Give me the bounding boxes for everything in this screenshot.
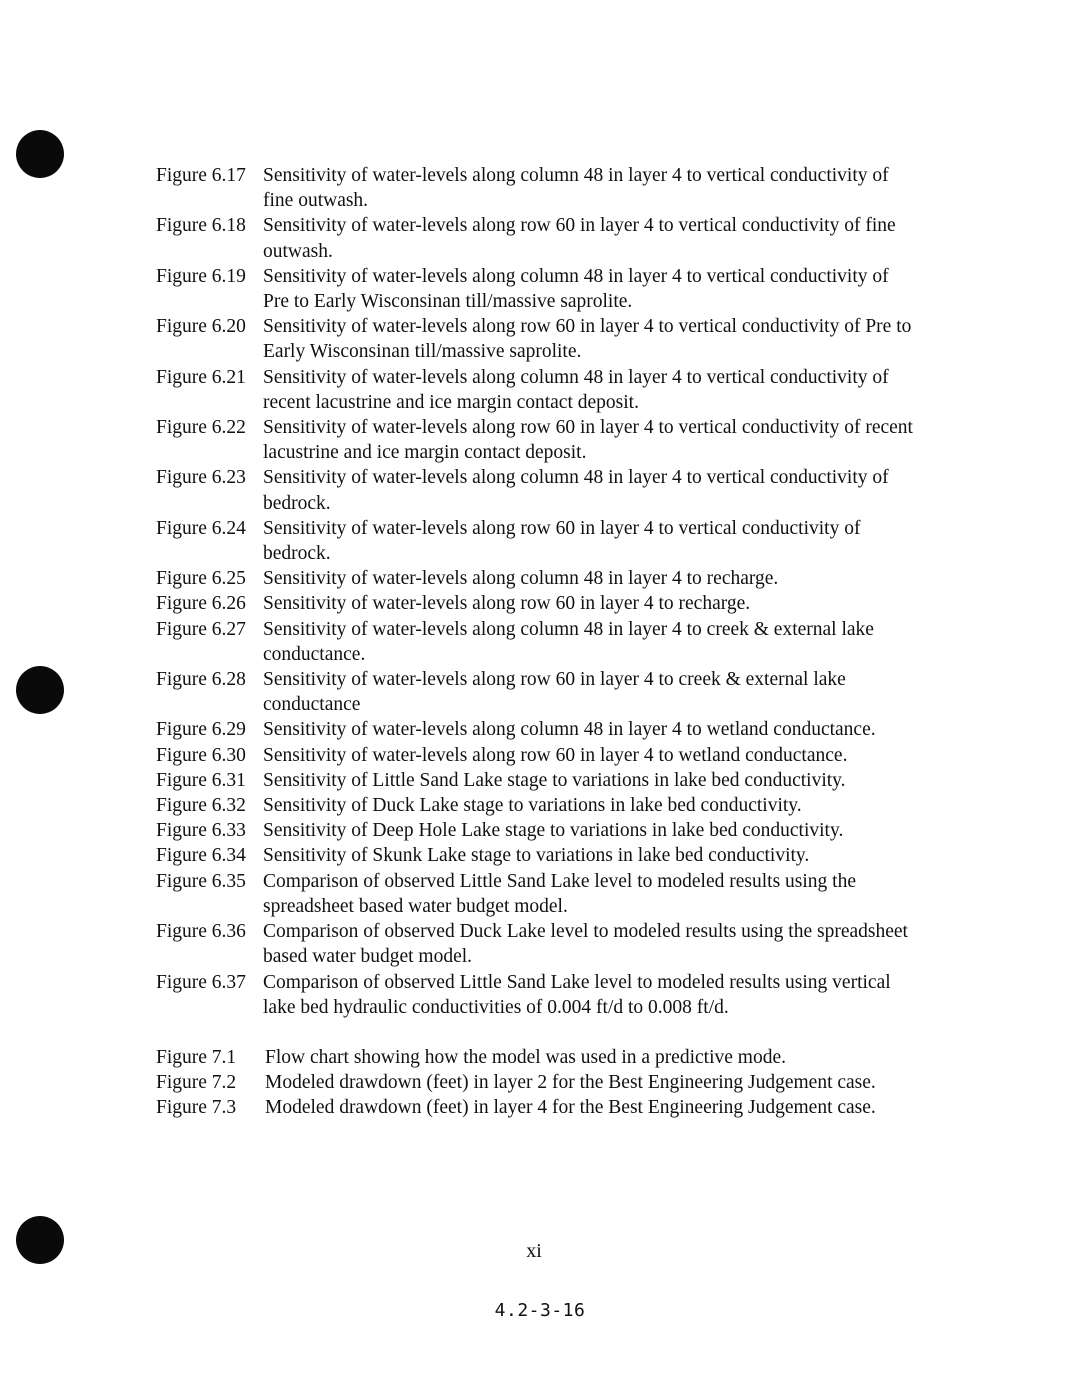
figure-entry: [156, 365, 916, 415]
figure-caption: Sensitivity of water-levels along row 60 in layer 4 to vertical conductivity of recent lacustrine and ice margin contact deposit.: [263, 417, 913, 464]
figure-entry: [156, 566, 916, 591]
figure-caption: Sensitivity of Deep Hole Lake stage to variations in lake bed conductivity.: [263, 820, 844, 842]
figure-entry: [156, 818, 916, 843]
figure-entry: [156, 667, 916, 717]
figure-caption: Sensitivity of Little Sand Lake stage to variations in lake bed conductivity.: [263, 769, 846, 791]
figure-caption: Sensitivity of water-levels along column 48 in layer 4 to vertical conductivity of fine outwash.: [263, 165, 889, 212]
figure-caption: Sensitivity of water-levels along column 48 in layer 4 to wetland conductance.: [263, 719, 876, 741]
figure-entry: [156, 1070, 916, 1095]
figure-entry: [156, 970, 916, 1020]
figure-label: Figure 6.28: [156, 669, 246, 691]
figure-entry: [156, 919, 916, 969]
figure-entry: [156, 415, 916, 465]
figure-entry: [156, 516, 916, 566]
figure-caption: Modeled drawdown (feet) in layer 4 for the Best Engineering Judgement case.: [265, 1097, 876, 1119]
figure-entry: [156, 264, 916, 314]
figure-caption: Sensitivity of water-levels along row 60 in layer 4 to wetland conductance.: [263, 744, 848, 766]
figure-label: Figure 6.35: [156, 870, 246, 892]
figure-caption: Sensitivity of water-levels along row 60 in layer 4 to vertical conductivity of bedrock.: [263, 517, 861, 565]
figure-entry: [156, 1045, 916, 1070]
figure-label: Figure 6.25: [156, 568, 246, 590]
figure-caption: Sensitivity of Duck Lake stage to variations in lake bed conductivity.: [263, 795, 802, 817]
figure-label: Figure 6.19: [156, 265, 246, 287]
figure-entry: [156, 793, 916, 818]
figure-label: Figure 6.32: [156, 795, 246, 817]
figure-entry: [156, 314, 916, 364]
figure-caption: Sensitivity of water-levels along column 48 in layer 4 to vertical conductivity of recent lacustrine and ice margin contact deposit.: [263, 366, 889, 413]
figure-label: Figure 6.24: [156, 517, 246, 539]
figure-label: Figure 6.36: [156, 921, 246, 943]
figure-caption: Sensitivity of water-levels along column 48 in layer 4 to creek & external lake conductance.: [263, 618, 874, 665]
page-number: xi: [526, 1240, 542, 1262]
figure-entry: [156, 743, 916, 768]
figure-caption: Sensitivity of water-levels along column 48 in layer 4 to vertical conductivity of bedrock.: [263, 467, 889, 514]
figure-caption: Comparison of observed Little Sand Lake level to modeled results using vertical lake bed hydraulic conductivities of 0.004 ft/d to 0.008 ft/d.: [263, 971, 891, 1018]
figure-entry: [156, 617, 916, 667]
figure-caption: Modeled drawdown (feet) in layer 2 for the Best Engineering Judgement case.: [265, 1072, 876, 1094]
figure-entry: [156, 768, 916, 793]
figure-label: Figure 6.31: [156, 769, 246, 791]
figure-entry: [156, 869, 916, 919]
figure-entry: [156, 213, 916, 263]
figure-label: Figure 7.3: [156, 1097, 237, 1119]
figure-label: Figure 6.27: [156, 618, 246, 640]
figures-chapter-6: [156, 163, 916, 1020]
figure-label: Figure 6.18: [156, 215, 246, 237]
figure-entry: [156, 465, 916, 515]
figure-entry: [156, 843, 916, 868]
figure-caption: Flow chart showing how the model was used in a predictive mode.: [265, 1046, 786, 1068]
figure-entry: [156, 591, 916, 616]
figure-label: Figure 6.22: [156, 417, 246, 439]
figure-label: Figure 7.1: [156, 1046, 237, 1068]
figure-caption: Sensitivity of water-levels along column 48 in layer 4 to recharge.: [263, 568, 779, 590]
figure-caption: Comparison of observed Duck Lake level to modeled results using the spreadsheet based water budget model.: [263, 921, 908, 968]
list-of-figures: [156, 163, 916, 1121]
figure-entry: [156, 1095, 916, 1120]
figures-chapter-7: [156, 1045, 916, 1121]
figure-label: Figure 6.17: [156, 165, 246, 186]
figure-caption: Sensitivity of water-levels along column 48 in layer 4 to vertical conductivity of Pre to Early Wisconsinan till/massive saprolite.: [263, 265, 889, 313]
figure-label: Figure 6.23: [156, 467, 246, 489]
section-gap: [156, 1020, 916, 1045]
figure-label: Figure 6.26: [156, 593, 246, 615]
figure-caption: Sensitivity of water-levels along row 60 in layer 4 to vertical conductivity of fine outwash.: [263, 215, 896, 262]
figure-label: Figure 6.37: [156, 971, 246, 993]
figure-caption: Comparison of observed Little Sand Lake level to modeled results using the spreadsheet based water budget model.: [263, 870, 856, 917]
figure-label: Figure 6.29: [156, 719, 246, 741]
figure-caption: Sensitivity of water-levels along row 60 in layer 4 to recharge.: [263, 593, 751, 615]
binder-hole: [16, 130, 64, 178]
figure-label: Figure 6.33: [156, 820, 246, 842]
figure-label: Figure 6.20: [156, 316, 246, 338]
figure-entry: [156, 717, 916, 742]
figure-caption: Sensitivity of Skunk Lake stage to variations in lake bed conductivity.: [263, 845, 810, 867]
document-code: 4.2-3-16: [494, 1300, 586, 1321]
figure-caption: Sensitivity of water-levels along row 60 in layer 4 to vertical conductivity of Pre to Early Wisconsinan till/massive saprolite.: [263, 316, 912, 363]
figure-caption: Sensitivity of water-levels along row 60 in layer 4 to creek & external lake conductance: [263, 669, 846, 716]
binder-hole: [16, 666, 64, 714]
figure-label: Figure 6.21: [156, 366, 246, 388]
figure-entry: [156, 163, 916, 213]
figure-label: Figure 6.34: [156, 845, 246, 867]
figure-label: Figure 7.2: [156, 1072, 237, 1094]
figure-label: Figure 6.30: [156, 744, 246, 766]
